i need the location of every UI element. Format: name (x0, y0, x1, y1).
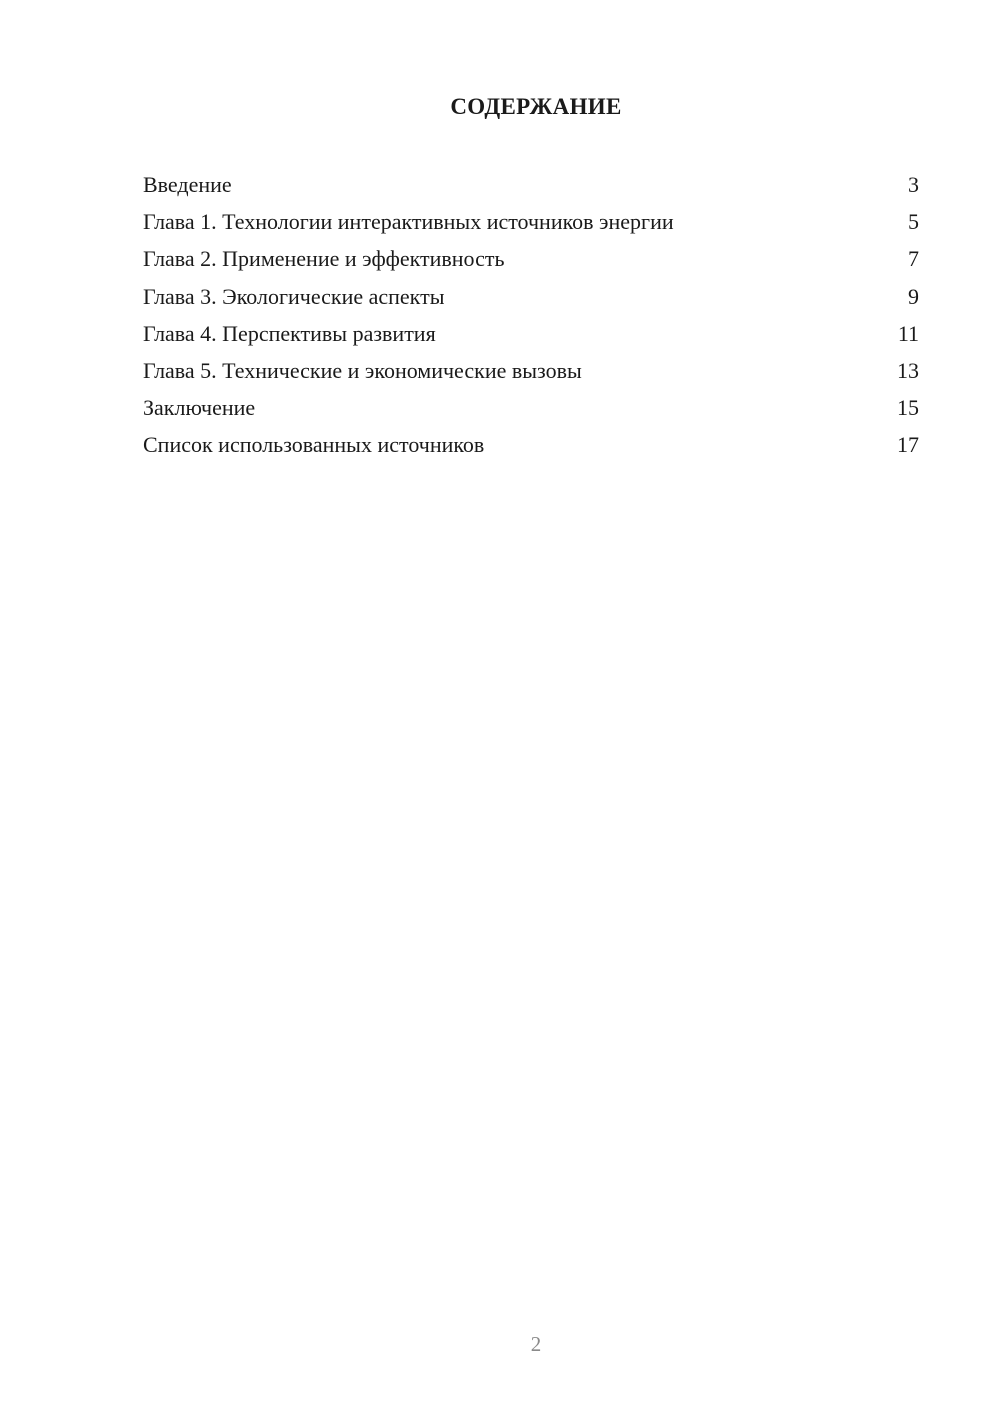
toc-entry-title: Глава 1. Технологии интерактивных источников энергии (143, 209, 674, 235)
toc-entry-title: Глава 3. Экологические аспекты (143, 283, 445, 309)
table-of-contents (143, 169, 919, 467)
toc-entry-page: 11 (897, 320, 919, 346)
toc-entry-introduction (143, 169, 919, 206)
page-number: 2 (530, 1332, 542, 1356)
toc-entry-title: Глава 5. Технические и экономические вызовы (143, 357, 582, 383)
toc-entry-chapter-1 (143, 206, 919, 243)
toc-entry-title: Глава 2. Применение и эффективность (143, 246, 505, 272)
toc-entry-chapter-2 (143, 243, 919, 280)
toc-entry-page: 9 (908, 283, 919, 309)
toc-entry-title: Введение (143, 172, 232, 197)
toc-entry-page: 17 (897, 432, 919, 458)
toc-entry-title: Заключение (143, 395, 256, 421)
page-title: СОДЕРЖАНИЕ (450, 94, 622, 119)
toc-entry-chapter-4 (143, 318, 919, 355)
toc-entry-page: 13 (897, 357, 919, 383)
toc-entry-page: 15 (897, 395, 919, 421)
toc-entry-page: 3 (908, 172, 919, 197)
toc-entry-chapter-3 (143, 281, 919, 318)
toc-entry-title: Глава 4. Перспективы развития (143, 320, 436, 346)
toc-entry-references (143, 429, 919, 466)
toc-entry-title: Список использованных источников (143, 432, 485, 458)
toc-entry-conclusion (143, 392, 919, 429)
toc-entry-chapter-5 (143, 355, 919, 392)
toc-entry-page: 5 (908, 209, 919, 235)
toc-entry-page: 7 (908, 246, 919, 272)
